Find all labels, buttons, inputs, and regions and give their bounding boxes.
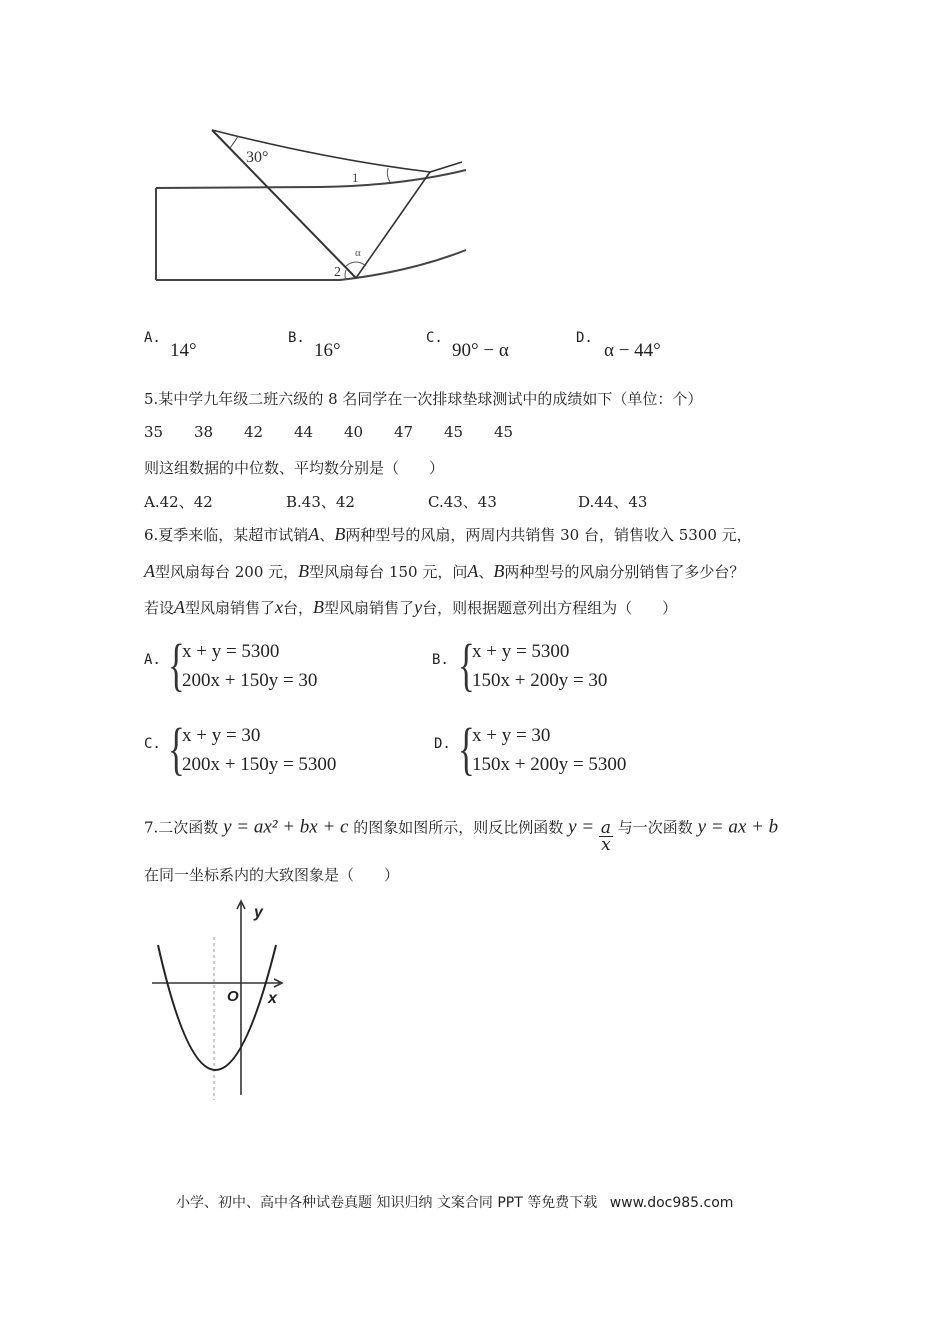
band-top-edge xyxy=(156,170,466,188)
q5-data-value: 38 xyxy=(194,423,214,441)
equation: x + y = 30 xyxy=(182,725,261,746)
equation: x + y = 5300 xyxy=(472,641,570,662)
angle-1-label: 1 xyxy=(352,170,359,185)
q4-option-c-label: C. xyxy=(426,330,443,346)
equation: x + y = 5300 xyxy=(182,641,280,662)
equation: 150x + 200y = 30 xyxy=(472,670,608,691)
angle-alpha-label: α xyxy=(355,247,361,259)
q5-data-value: 45 xyxy=(494,423,514,441)
parabola-figure xyxy=(148,895,298,1105)
q5-data-value: 40 xyxy=(344,423,364,441)
q5-data-value: 45 xyxy=(444,423,464,441)
fraction-a-over-x: $\frac{a}{x}$ xyxy=(600,818,612,855)
quadratic-function: y = ax² + bx + c xyxy=(223,816,349,838)
q5-data-value: 44 xyxy=(294,423,314,441)
parabola-curve xyxy=(158,945,276,1070)
equation: 150x + 200y = 5300 xyxy=(472,754,627,775)
q6-line-2: A型风扇每台 200 元，B型风扇每台 150 元，问A、B两种型号的风扇分别销售了多少台？ xyxy=(144,561,745,581)
equation: 200x + 150y = 5300 xyxy=(182,754,337,775)
equation: x + y = 30 xyxy=(472,725,551,746)
brace: { xyxy=(168,716,185,781)
q5-option-b: B.43、42 xyxy=(286,493,355,511)
q4-option-c-value: 90° − α xyxy=(452,340,509,361)
brace: { xyxy=(168,632,185,697)
triangle-side-right xyxy=(356,172,430,278)
brace: { xyxy=(458,632,475,697)
q5-option-a: A.42、42 xyxy=(144,493,213,511)
q6-option-c-label: C. xyxy=(144,736,161,752)
q5-data-value: 42 xyxy=(244,423,264,441)
triangle-side-long xyxy=(212,130,356,278)
q6-option-d-label: D. xyxy=(434,736,451,752)
q6-option-b-label: B. xyxy=(432,652,449,668)
q4-option-d-value: α − 44° xyxy=(604,340,661,361)
footer-site-link[interactable]: www.doc985.com xyxy=(609,1195,734,1211)
q4-option-a-label: A. xyxy=(144,330,161,346)
y-axis-label: y xyxy=(254,904,263,921)
angle-30-label: 30° xyxy=(246,149,269,166)
q5-data-value: 47 xyxy=(394,423,414,441)
q7-line-1: 7.二次函数 y = ax² + bx + c 的图象如图所示，则反比例函数 y = $\frac{a}{x}$ 与一次函数 y = ax + b xyxy=(144,816,779,855)
q5-option-c: C.43、43 xyxy=(428,493,497,511)
angle-2-label: 2 xyxy=(334,265,341,280)
q5-stem: 5.某中学九年级二班六级的 8 名同学在一次排球垫球测试中的成绩如下（单位：个） xyxy=(144,390,703,408)
footer xyxy=(176,1192,733,1212)
geometry-figure xyxy=(150,120,470,290)
q4-option-b-label: B. xyxy=(288,330,305,346)
q6-option-a-label: A. xyxy=(144,652,161,668)
q4-option-a-value: 14° xyxy=(170,340,197,361)
q6-line-1: 6.夏季来临，某超市试销A、B两种型号的风扇，两周内共销售 30 台，销售收入 5300 元， xyxy=(144,524,752,544)
equation: 200x + 150y = 30 xyxy=(182,670,318,691)
footer-text: 小学、初中、高中各种试卷真题 知识归纳 文案合同 PPT 等免费下载 xyxy=(176,1195,598,1211)
band-bottom-edge xyxy=(156,250,466,280)
x-axis-label: x xyxy=(268,990,277,1007)
q6-line-3: 若设A型风扇销售了x台，B型风扇销售了y台，则根据题意列出方程组为（ ） xyxy=(144,597,678,617)
linear-function: y = ax + b xyxy=(697,816,779,838)
q5-data-value: 35 xyxy=(144,423,164,441)
q7-line-2: 在同一坐标系内的大致图象是（ ） xyxy=(144,866,400,884)
q5-option-d: D.44、43 xyxy=(578,493,648,511)
q4-option-d-label: D. xyxy=(576,330,593,346)
q5-question: 则这组数据的中位数、平均数分别是（ ） xyxy=(144,459,445,477)
brace: { xyxy=(458,716,475,781)
q4-option-b-value: 16° xyxy=(314,340,341,361)
origin-label: O xyxy=(227,988,239,1005)
